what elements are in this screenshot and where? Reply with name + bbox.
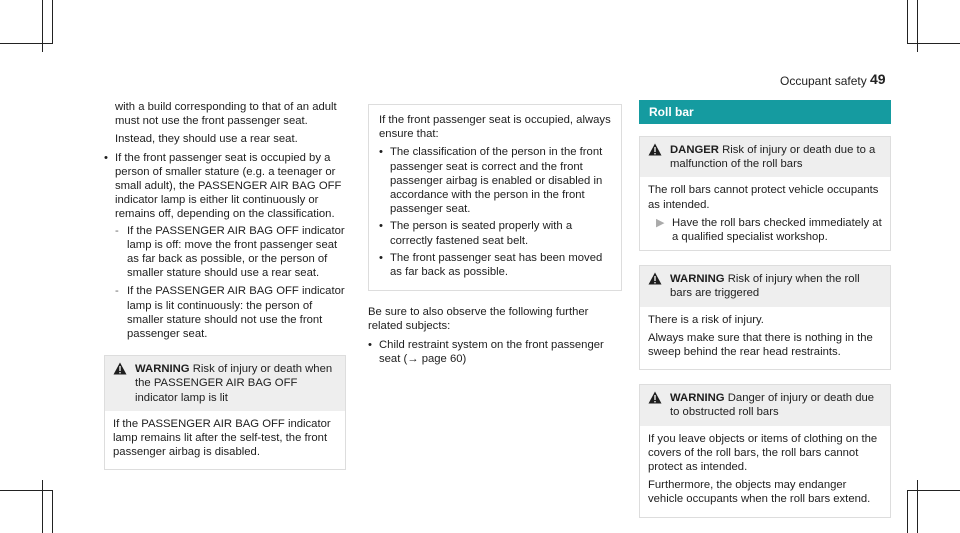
info-box bbox=[368, 104, 622, 291]
crop-mark bbox=[907, 43, 960, 44]
paragraph: Instead, they should use a rear seat. bbox=[115, 133, 298, 146]
action-text: Have the roll bars checked immediately at a qualified specialist workshop. bbox=[672, 216, 882, 244]
crop-mark bbox=[52, 490, 53, 533]
warning-keyword: WARNING bbox=[135, 363, 190, 376]
warning-triangle-icon bbox=[648, 391, 662, 404]
bullet-list bbox=[379, 145, 611, 279]
warning-body bbox=[640, 307, 890, 370]
warning-triangle-icon bbox=[113, 362, 127, 375]
related-link[interactable]: • Child restraint system on the front passenger seat (→ page 60) bbox=[368, 338, 622, 366]
danger-header bbox=[640, 137, 890, 177]
paragraph: Be sure to also observe the following further related subjects: bbox=[368, 306, 589, 333]
danger-title: Risk of injury or death due to a malfunction of the roll bars bbox=[670, 144, 876, 171]
crop-mark bbox=[907, 0, 908, 44]
paragraph: with a build corresponding to that of an adult must not use the front passenger seat. bbox=[115, 101, 337, 128]
list-item: - If the PASSENGER AIR BAG OFF indicator lamp is off: move the front passenger seat as far back as possible, or the person of smaller stature should use a rear seat. bbox=[115, 224, 346, 281]
crop-mark bbox=[0, 43, 52, 44]
paragraph: If you leave objects or items of clothing on the covers of the roll bars, the roll bars cannot protect as intended. bbox=[648, 432, 878, 474]
warning-header bbox=[640, 266, 890, 306]
warning-box bbox=[639, 384, 891, 517]
action-step bbox=[648, 216, 882, 244]
warning-keyword: WARNING bbox=[670, 392, 725, 405]
paragraph: If the front passenger seat is occupied, always ensure that: bbox=[379, 114, 611, 141]
warning-title: Danger of injury or death due to obstructed roll bars bbox=[670, 392, 875, 419]
warning-keyword: WARNING bbox=[670, 273, 725, 286]
paragraph: Furthermore, the objects may endanger vehicle occupants when the roll bars extend. bbox=[648, 479, 871, 506]
warning-triangle-icon bbox=[648, 143, 662, 156]
crop-mark bbox=[0, 490, 52, 491]
warning-box bbox=[639, 265, 891, 370]
page-number: 49 bbox=[870, 71, 886, 87]
list-item: • The classification of the person in the front passenger seat is correct and the front passenger airbag is enabled or disabled in accordance with the person in the front passenger seat. bbox=[379, 145, 611, 216]
list-item: • The front passenger seat has been moved as far back as possible. bbox=[379, 251, 611, 279]
crop-mark bbox=[917, 480, 918, 533]
crop-mark bbox=[907, 490, 960, 491]
danger-keyword: DANGER bbox=[670, 144, 719, 156]
crop-mark bbox=[42, 0, 43, 52]
column-2 bbox=[368, 100, 622, 369]
column-3 bbox=[639, 100, 891, 518]
danger-box bbox=[639, 136, 891, 251]
paragraph: There is a risk of injury. bbox=[648, 313, 764, 326]
column-1 bbox=[104, 100, 346, 470]
warning-header bbox=[105, 356, 345, 411]
warning-header bbox=[640, 385, 890, 425]
crop-mark bbox=[52, 0, 53, 44]
bullet-list bbox=[368, 338, 622, 366]
play-arrow-icon: ▶ bbox=[656, 216, 665, 229]
list-item: • The person is seated properly with a correctly fastened seat belt. bbox=[379, 219, 611, 247]
paragraph: If the PASSENGER AIR BAG OFF indicator lamp remains lit after the self-test, the front passenger airbag is disabled. bbox=[113, 417, 331, 459]
list-item bbox=[104, 151, 346, 342]
bullet-list bbox=[104, 151, 346, 342]
section-heading: Roll bar bbox=[639, 100, 891, 124]
dash-list bbox=[115, 224, 346, 342]
warning-body bbox=[105, 411, 345, 470]
crop-mark bbox=[42, 480, 43, 533]
warning-body bbox=[640, 426, 890, 517]
running-header: Occupant safety bbox=[780, 74, 867, 88]
warning-title: Risk of injury or death when the PASSENGER AIR BAG OFF indicator lamp is lit bbox=[135, 363, 333, 404]
warning-title: Risk of injury when the roll bars are triggered bbox=[670, 273, 860, 300]
warning-box bbox=[104, 355, 346, 470]
list-item-text: If the front passenger seat is occupied by a person of smaller stature (e.g. a teenager or small adult), the PASSENGER AIR BAG OFF indicator lamp is either lit continuously or remains off, depending on the classification. bbox=[115, 151, 342, 221]
crop-mark bbox=[907, 490, 908, 533]
crop-mark bbox=[917, 0, 918, 52]
danger-body bbox=[640, 177, 890, 250]
paragraph: The roll bars cannot protect vehicle occupants as intended. bbox=[648, 184, 879, 211]
warning-triangle-icon bbox=[648, 272, 662, 285]
paragraph: Always make sure that there is nothing in the sweep behind the rear head restraints. bbox=[648, 331, 873, 359]
list-item: - If the PASSENGER AIR BAG OFF indicator lamp is lit continuously: the person of smaller stature should not use the front passenger seat. bbox=[115, 284, 346, 341]
